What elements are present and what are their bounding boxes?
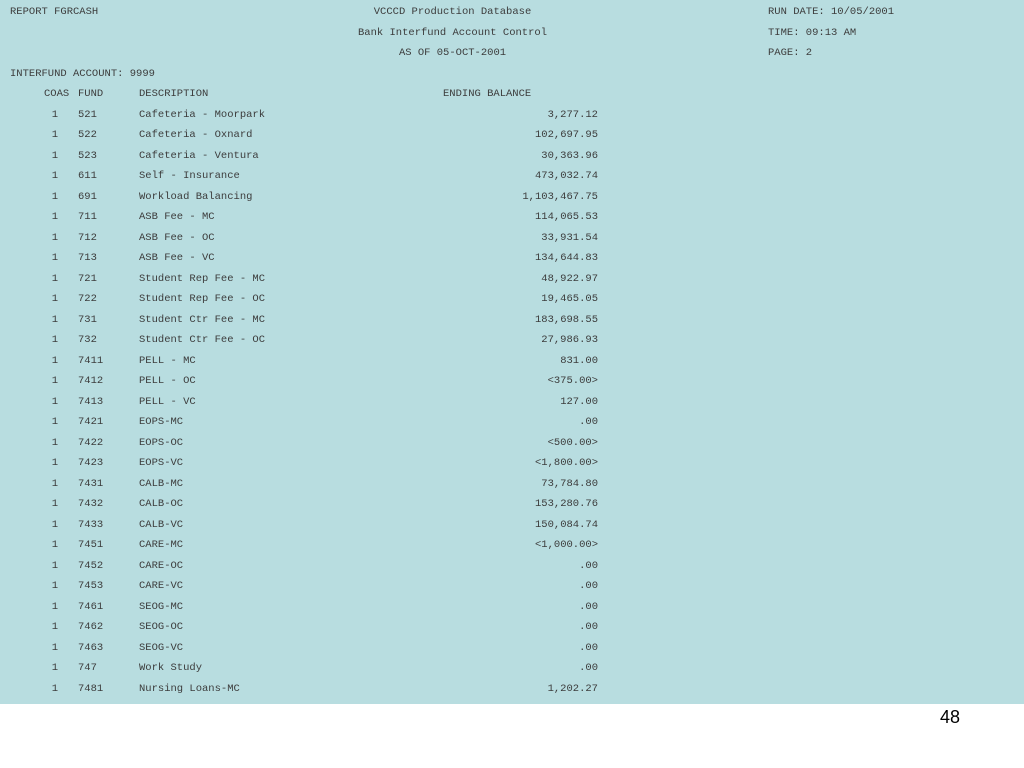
- fund-cell: 7453: [78, 580, 104, 592]
- balance-cell: 473,032.74: [534, 170, 598, 182]
- coas-cell: 1: [51, 170, 58, 182]
- run-time: TIME: 09:13 AM: [768, 26, 857, 39]
- balance-cell: 19,465.05: [541, 293, 598, 305]
- fund-cell: 712: [78, 231, 97, 244]
- description-cell: CARE-OC: [139, 559, 184, 572]
- coas-cell: 1: [51, 149, 58, 162]
- fund-cell: 713: [78, 252, 97, 264]
- description-cell: Cafeteria - Oxnard: [139, 129, 253, 141]
- column-header-description: DESCRIPTION: [139, 88, 209, 100]
- table-row: [0, 597, 1024, 618]
- table-row: [0, 146, 1024, 167]
- account-line: [0, 64, 1024, 85]
- coas-cell: 1: [51, 293, 58, 305]
- table-row: [0, 228, 1024, 249]
- column-header-row: [0, 84, 1024, 105]
- description-cell: Cafeteria - Ventura: [139, 149, 259, 162]
- report-id: REPORT FGRCASH: [10, 6, 99, 18]
- description-cell: PELL - OC: [139, 375, 196, 387]
- coas-cell: 1: [51, 600, 58, 613]
- coas-cell: 1: [51, 231, 58, 244]
- balance-cell: 1,202.27: [547, 682, 598, 695]
- balance-cell: .00: [579, 621, 598, 633]
- fund-cell: 722: [78, 293, 97, 305]
- balance-cell: 1,103,467.75: [522, 190, 598, 203]
- balance-cell: 33,931.54: [541, 231, 598, 244]
- fund-cell: 7431: [78, 477, 104, 490]
- fund-cell: 7412: [78, 375, 104, 387]
- table-row: [0, 535, 1024, 556]
- table-row: [0, 187, 1024, 208]
- description-cell: CALB-MC: [139, 477, 184, 490]
- balance-cell: 73,784.80: [541, 477, 598, 490]
- coas-cell: 1: [51, 682, 58, 695]
- fund-cell: 7432: [78, 498, 104, 510]
- report-title: Bank Interfund Account Control: [357, 26, 548, 39]
- table-row: [0, 289, 1024, 310]
- description-cell: CALB-VC: [139, 518, 184, 531]
- fund-cell: 731: [78, 313, 97, 326]
- coas-cell: 1: [51, 539, 58, 551]
- table-row: [0, 453, 1024, 474]
- table-row: [0, 371, 1024, 392]
- fund-cell: 721: [78, 272, 97, 285]
- description-cell: CARE-MC: [139, 539, 184, 551]
- coas-cell: 1: [51, 580, 58, 592]
- table-row: [0, 105, 1024, 126]
- fund-cell: 523: [78, 149, 97, 162]
- balance-cell: .00: [579, 580, 598, 592]
- coas-cell: 1: [51, 621, 58, 633]
- table-row: [0, 679, 1024, 700]
- description-cell: ASB Fee - VC: [139, 252, 215, 264]
- fund-cell: 7413: [78, 395, 104, 408]
- coas-cell: 1: [51, 108, 58, 121]
- fund-cell: 747: [78, 662, 97, 674]
- balance-cell: .00: [579, 600, 598, 613]
- description-cell: Nursing Loans-MC: [139, 682, 240, 695]
- fund-cell: 7423: [78, 457, 104, 469]
- coas-cell: 1: [51, 498, 58, 510]
- description-cell: PELL - VC: [139, 395, 196, 408]
- fund-cell: 7422: [78, 436, 104, 449]
- balance-cell: 831.00: [560, 354, 598, 367]
- description-cell: ASB Fee - OC: [139, 231, 215, 244]
- fund-cell: 691: [78, 190, 97, 203]
- table-row: [0, 576, 1024, 597]
- balance-cell: 134,644.83: [534, 252, 598, 264]
- fund-cell: 611: [78, 170, 97, 182]
- coas-cell: 1: [51, 641, 58, 654]
- fund-cell: 7451: [78, 539, 104, 551]
- balance-cell: 183,698.55: [534, 313, 598, 326]
- fund-cell: 7461: [78, 600, 104, 613]
- fund-cell: 521: [78, 108, 97, 121]
- coas-cell: 1: [51, 395, 58, 408]
- balance-cell: .00: [579, 641, 598, 654]
- page-label: PAGE: 2: [768, 47, 813, 59]
- table-row: [0, 474, 1024, 495]
- coas-cell: 1: [51, 211, 58, 223]
- coas-cell: 1: [51, 477, 58, 490]
- run-date: RUN DATE: 10/05/2001: [768, 6, 895, 18]
- description-cell: Student Ctr Fee - MC: [139, 313, 266, 326]
- balance-cell: 127.00: [560, 395, 598, 408]
- description-cell: SEOG-OC: [139, 621, 184, 633]
- table-row: [0, 269, 1024, 290]
- interfund-account: INTERFUND ACCOUNT: 9999: [10, 67, 155, 80]
- description-cell: CALB-OC: [139, 498, 184, 510]
- coas-cell: 1: [51, 662, 58, 674]
- description-cell: SEOG-VC: [139, 641, 184, 654]
- description-cell: Student Rep Fee - MC: [139, 272, 266, 285]
- coas-cell: 1: [51, 272, 58, 285]
- balance-cell: 27,986.93: [541, 334, 598, 346]
- coas-cell: 1: [51, 416, 58, 428]
- coas-cell: 1: [51, 518, 58, 531]
- balance-cell: <500.00>: [547, 436, 598, 449]
- report-header-line-3: [0, 43, 1024, 64]
- fund-cell: 7463: [78, 641, 104, 654]
- balance-cell: 48,922.97: [541, 272, 598, 285]
- fund-cell: 7411: [78, 354, 104, 367]
- description-cell: CARE-VC: [139, 580, 184, 592]
- coas-cell: 1: [51, 436, 58, 449]
- table-row: [0, 433, 1024, 454]
- fund-cell: 7481: [78, 682, 104, 695]
- table-row: [0, 125, 1024, 146]
- balance-cell: 102,697.95: [534, 129, 598, 141]
- description-cell: SEOG-MC: [139, 600, 184, 613]
- table-row: [0, 392, 1024, 413]
- as-of-date: AS OF 05-OCT-2001: [398, 47, 507, 59]
- description-cell: EOPS-OC: [139, 436, 184, 449]
- description-cell: Student Ctr Fee - OC: [139, 334, 266, 346]
- fund-cell: 7462: [78, 621, 104, 633]
- table-row: [0, 658, 1024, 679]
- coas-cell: 1: [51, 334, 58, 346]
- description-cell: Student Rep Fee - OC: [139, 293, 266, 305]
- table-row: [0, 351, 1024, 372]
- balance-cell: 150,084.74: [534, 518, 598, 531]
- table-row: [0, 617, 1024, 638]
- table-row: [0, 515, 1024, 536]
- balance-cell: 30,363.96: [541, 149, 598, 162]
- coas-cell: 1: [51, 354, 58, 367]
- coas-cell: 1: [51, 559, 58, 572]
- description-cell: Cafeteria - Moorpark: [139, 108, 266, 121]
- description-cell: EOPS-VC: [139, 457, 184, 469]
- balance-cell: <1,800.00>: [534, 457, 598, 469]
- description-cell: Work Study: [139, 662, 203, 674]
- fund-cell: 711: [78, 211, 97, 223]
- slide-page-number: 48: [939, 707, 961, 727]
- balance-cell: 153,280.76: [534, 498, 598, 510]
- fund-cell: 7433: [78, 518, 104, 531]
- table-row: [0, 412, 1024, 433]
- table-row: [0, 166, 1024, 187]
- balance-cell: 114,065.53: [534, 211, 598, 223]
- balance-cell: <1,000.00>: [534, 539, 598, 551]
- description-cell: EOPS-MC: [139, 416, 184, 428]
- column-header-coas: COAS: [44, 88, 70, 100]
- balance-cell: .00: [579, 416, 598, 428]
- report-header-line-2: [0, 23, 1024, 44]
- description-cell: Self - Insurance: [139, 170, 240, 182]
- database-name: VCCCD Production Database: [373, 6, 532, 18]
- table-row: [0, 330, 1024, 351]
- description-cell: ASB Fee - MC: [139, 211, 215, 223]
- balance-cell: <375.00>: [547, 375, 598, 387]
- table-row: [0, 310, 1024, 331]
- coas-cell: 1: [51, 375, 58, 387]
- column-header-fund: FUND: [78, 88, 104, 100]
- fund-cell: 522: [78, 129, 97, 141]
- coas-cell: 1: [51, 252, 58, 264]
- fund-cell: 7452: [78, 559, 104, 572]
- fund-cell: 7421: [78, 416, 104, 428]
- balance-cell: .00: [579, 559, 598, 572]
- coas-cell: 1: [51, 313, 58, 326]
- table-row: [0, 248, 1024, 269]
- fund-cell: 732: [78, 334, 97, 346]
- table-row: [0, 494, 1024, 515]
- report-header-line-1: [0, 2, 1024, 23]
- balance-cell: .00: [579, 662, 598, 674]
- coas-cell: 1: [51, 457, 58, 469]
- coas-cell: 1: [51, 190, 58, 203]
- balance-cell: 3,277.12: [547, 108, 598, 121]
- table-row: [0, 556, 1024, 577]
- table-row: [0, 638, 1024, 659]
- coas-cell: 1: [51, 129, 58, 141]
- description-cell: PELL - MC: [139, 354, 196, 367]
- description-cell: Workload Balancing: [139, 190, 253, 203]
- column-header-ending-balance: ENDING BALANCE: [443, 88, 532, 100]
- table-row: [0, 207, 1024, 228]
